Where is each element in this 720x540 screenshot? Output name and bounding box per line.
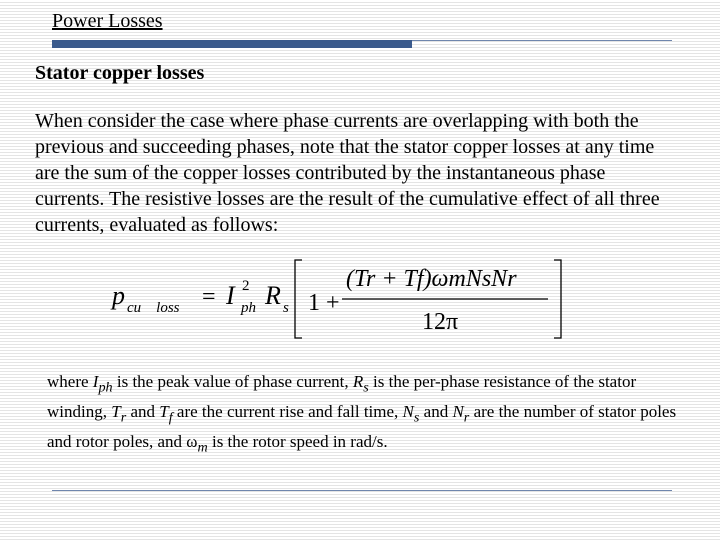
desc-text: and xyxy=(126,401,160,421)
section-heading: Stator copper losses xyxy=(35,62,205,84)
formula-I-superscript: 2 xyxy=(242,278,250,294)
formula-R-subscript: s xyxy=(283,300,289,316)
formula-left-bracket xyxy=(295,260,302,338)
formula-I-subscript: ph xyxy=(241,300,256,316)
formula-right-bracket xyxy=(554,260,561,338)
desc-text: is the peak value of phase current, xyxy=(112,372,353,391)
formula-svg xyxy=(110,252,570,342)
formula-numerator: (Tr + Tf)ωmNsNr xyxy=(346,266,517,292)
desc-var-R: R xyxy=(352,372,364,391)
desc-var-Tf-sub: f xyxy=(168,409,173,426)
desc-var-Tf: T xyxy=(159,401,169,421)
desc-text: where xyxy=(47,372,93,391)
desc-var-Tr-sub: r xyxy=(120,409,127,426)
desc-var-Nr-sub: r xyxy=(463,409,470,426)
formula-p-subscript: cu loss xyxy=(127,300,180,316)
desc-var-Ns-sub: s xyxy=(413,409,420,426)
variable-description xyxy=(47,370,677,460)
desc-var-Nr: N xyxy=(452,401,464,421)
formula-p: p xyxy=(112,281,125,310)
desc-var-I: I xyxy=(92,372,99,391)
formula-R: R xyxy=(265,281,281,310)
desc-var-Tr: T xyxy=(111,401,121,421)
desc-text: are the current rise and fall time, xyxy=(172,401,403,421)
desc-text: and xyxy=(419,401,453,421)
title-divider-line xyxy=(412,40,672,41)
desc-var-Ns: N xyxy=(402,401,414,421)
formula-one-plus: 1 + xyxy=(308,290,340,316)
formula-equals: = xyxy=(202,284,216,310)
desc-text: is the rotor speed in rad/s. xyxy=(207,431,388,451)
desc-var-R-sub: s xyxy=(363,379,369,396)
desc-var-omega-sub: m xyxy=(197,439,208,456)
desc-var-I-sub: ph xyxy=(98,379,113,396)
desc-text: are the number of stator poles and rotor poles, and xyxy=(47,401,677,451)
slide-title: Power Losses xyxy=(52,10,163,32)
desc-text: is the per-phase resistance of the stator winding, xyxy=(47,372,637,421)
desc-var-omega: ω xyxy=(186,431,198,451)
formula-I: I xyxy=(226,281,235,310)
footer-divider-line xyxy=(52,490,672,491)
title-underline-bar xyxy=(52,40,412,48)
copper-loss-formula xyxy=(110,252,570,342)
intro-paragraph: When consider the case where phase currents are overlapping with both the previous and succeeding phases, note that the stator copper losses at any time are the sum of the copper losses contributed by the instantaneous phase currents. The resistive losses are the result of the cumulative effect of all three currents, evaluated as follows: xyxy=(35,110,660,236)
formula-denominator: 12π xyxy=(422,309,459,335)
